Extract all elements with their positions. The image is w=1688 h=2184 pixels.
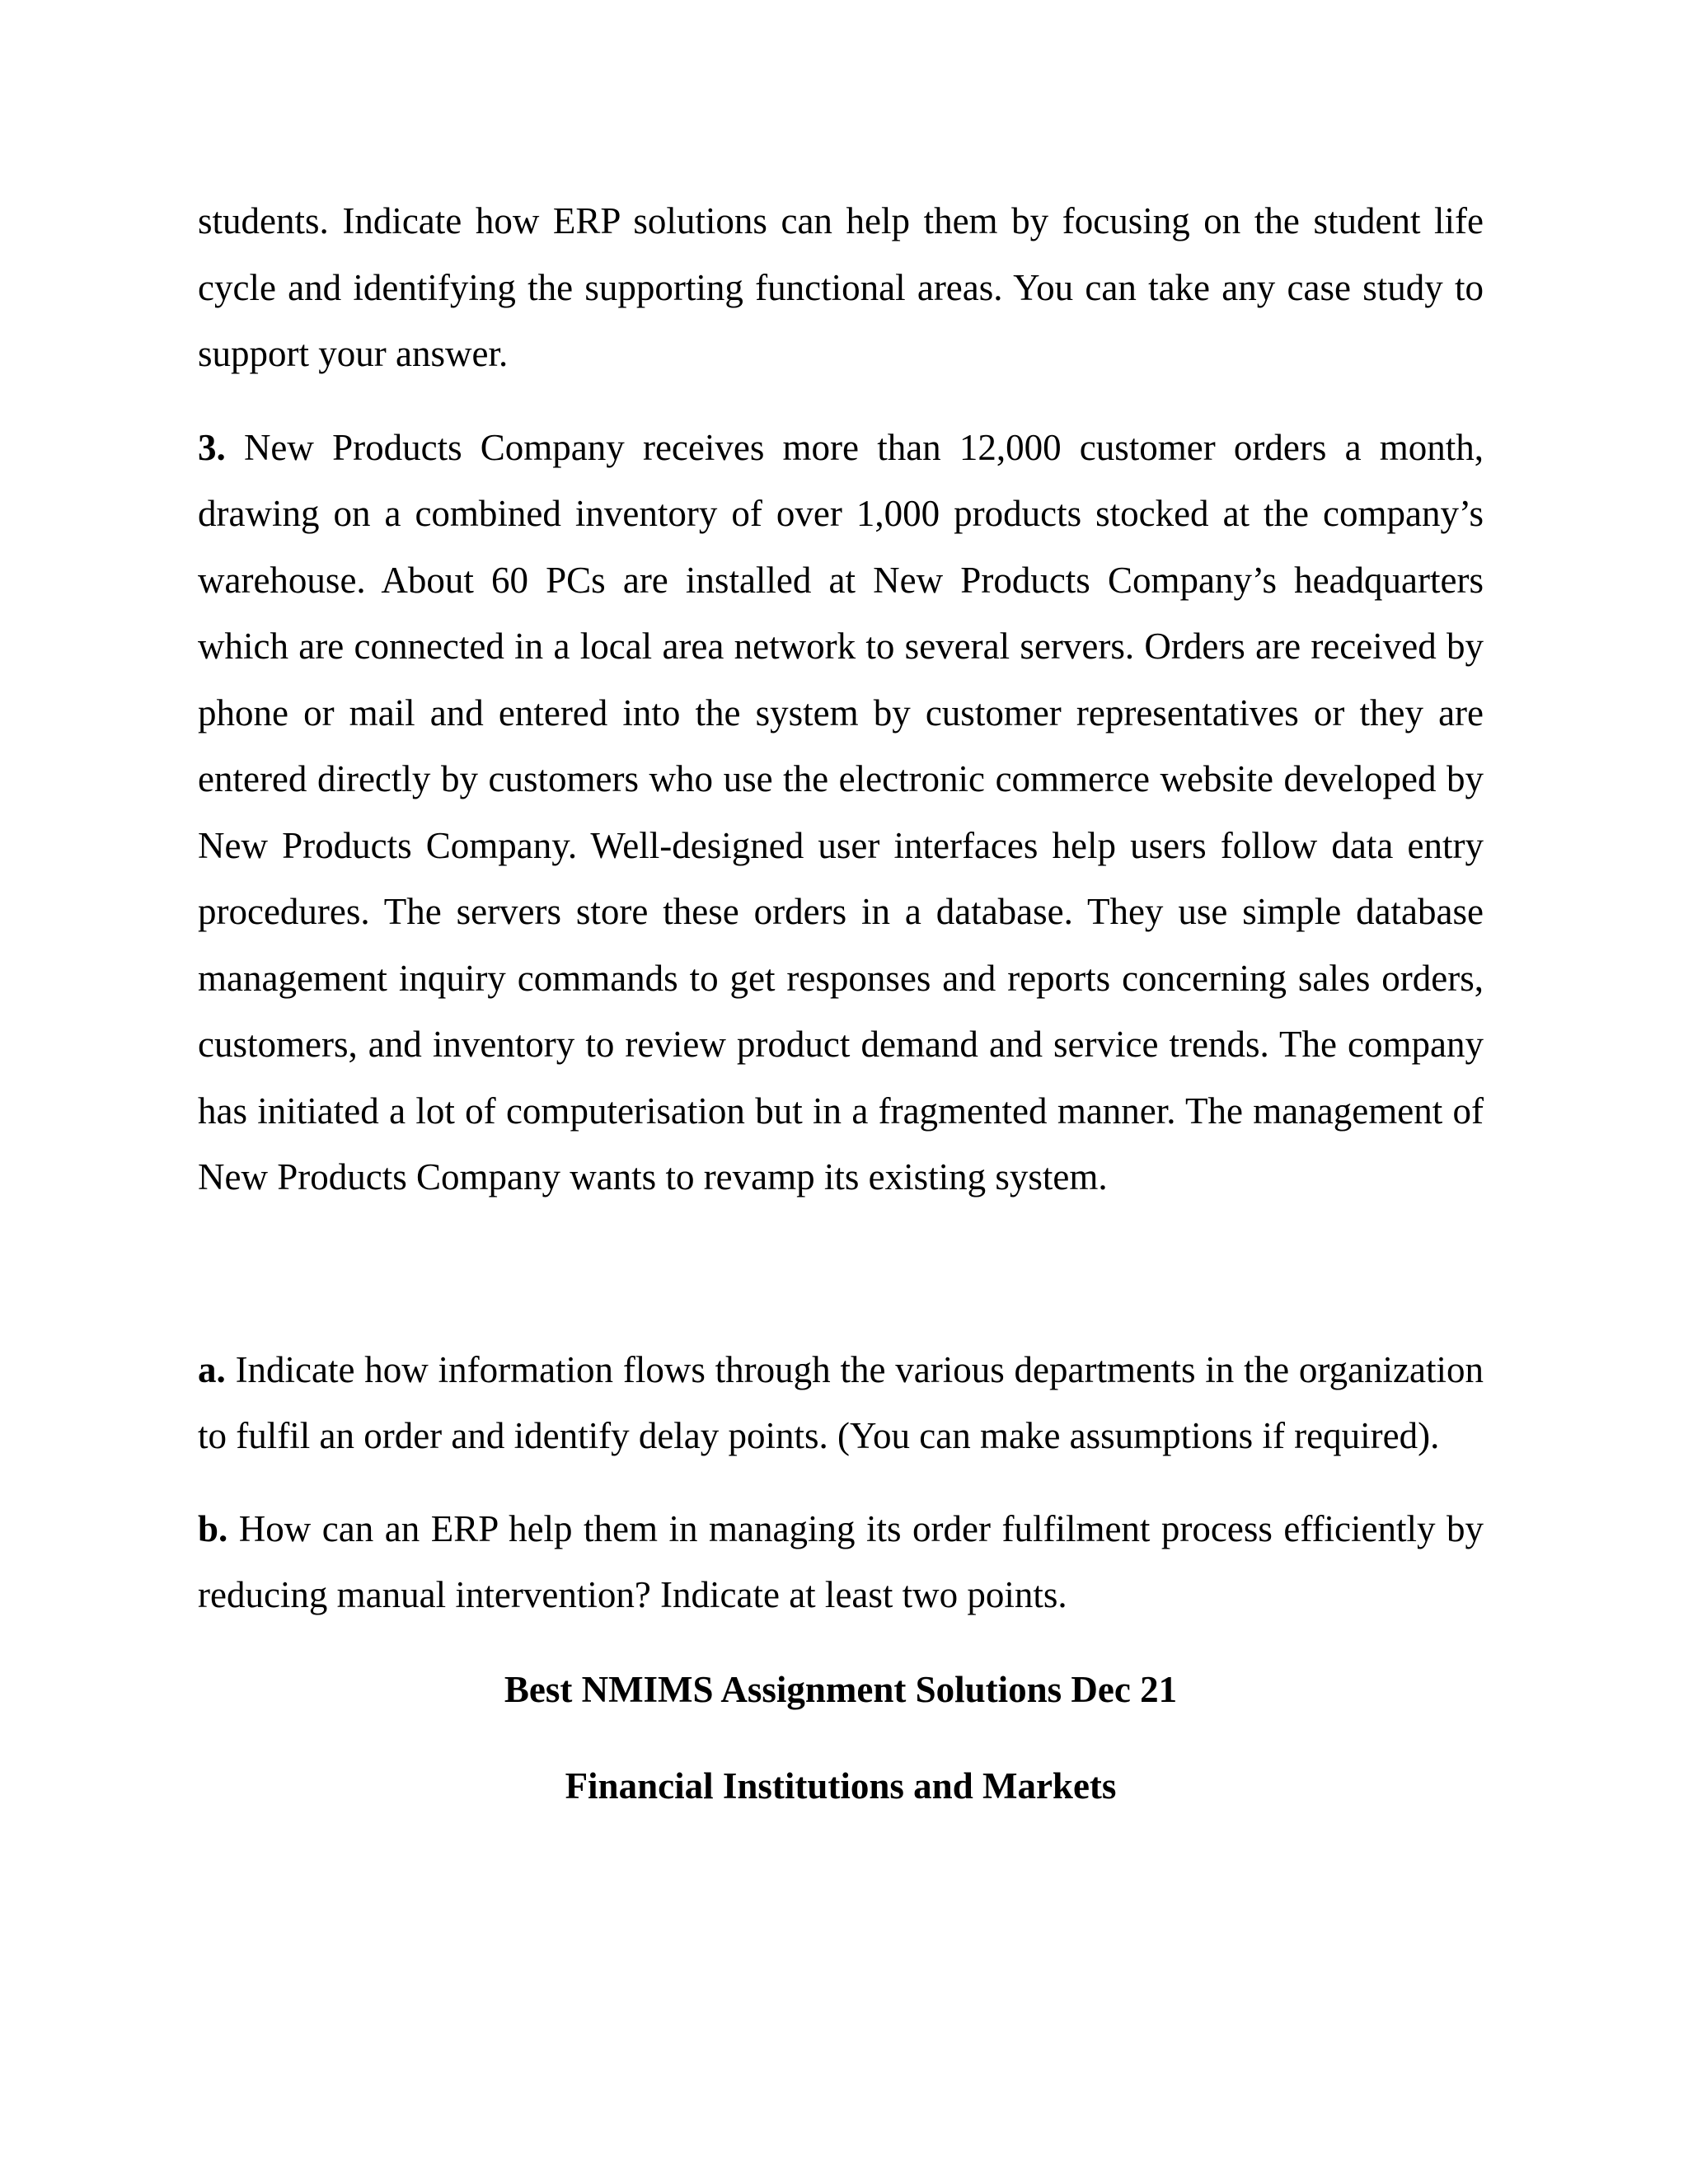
document-page xyxy=(198,188,1484,1819)
solutions-heading: Best NMIMS Assignment Solutions Dec 21 xyxy=(504,1668,1178,1710)
intro-text: students. Indicate how ERP solutions can help them by focusing on the student life cycle and identifying the supporting functional areas. You can take any case study to support your answer. xyxy=(198,200,1484,374)
question-3a-text: Indicate how information flows through the various departments in the organization to fulfil an order and identify delay points. (You can make assumptions if required). xyxy=(198,1348,1484,1456)
question-3b-label: b. xyxy=(198,1507,228,1549)
question-3-paragraph xyxy=(198,415,1484,1211)
intro-paragraph xyxy=(198,188,1484,387)
question-3-number: 3. xyxy=(198,426,226,468)
question-3b-paragraph xyxy=(198,1496,1484,1629)
subject-heading: Financial Institutions and Markets xyxy=(565,1765,1117,1807)
question-3a-paragraph xyxy=(198,1337,1484,1469)
question-3-text: New Products Company receives more than 12,000 customer orders a month, drawing on a combined inventory of over 1,000 products stocked at the company’s warehouse. About 60 PCs are installed at New Products Company’s headquarters which are connected in a local area network to several servers. Orders are received by phone or mail and entered into the system by customer representatives or they are entered directly by customers who use the electronic commerce website developed by New Products Company. Well-designed user interfaces help users follow data entry procedures. The servers store these orders in a database. They use simple database management inquiry commands to get responses and reports concerning sales orders, customers, and inventory to review product demand and service trends. The company has initiated a lot of computerisation but in a fragmented manner. The management of New Products Company wants to revamp its existing system. xyxy=(198,426,1484,1197)
question-3b-text: How can an ERP help them in managing its order fulfilment process efficiently by reducing manual intervention? Indicate at least two points. xyxy=(198,1507,1484,1615)
question-3a-label: a. xyxy=(198,1348,226,1390)
